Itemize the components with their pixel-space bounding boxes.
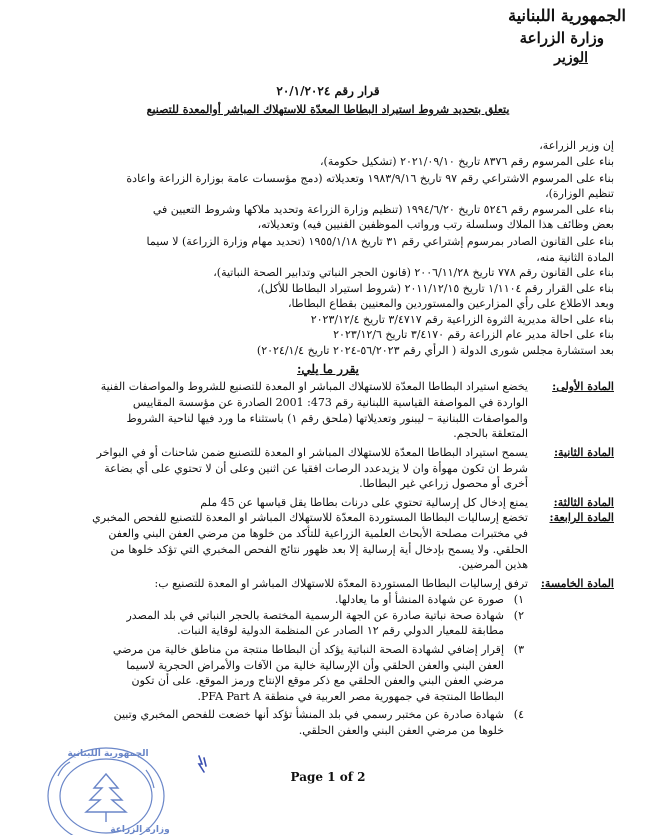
preamble-line: بناء على القانون الصادر بمرسوم إشتراعي رقم ٣١ تاريخ ١٩٥٥/١/١٨ (تحديد مهام وزارة الزراعة) لا سيما [146, 235, 614, 248]
list-item-number: ١) [513, 593, 524, 606]
article-label: المادة الرابعة: [549, 511, 614, 524]
article-line: الحلقي. ولا يسمح بإدخال أية إرسالية إلا بعد ظهور نتائج الفحص المخبري التي تؤكد خلوها من [110, 543, 528, 556]
article-line: يسمح استيراد البطاطا المعدّة للاستهلاك المباشر او المعدة للتصنيع ضمن شاحنات أو في البواخر [96, 446, 528, 459]
preamble-line: إن وزير الزراعة، [539, 139, 614, 152]
preamble-line: تنظيم الوزارة)، [545, 187, 614, 200]
stamp-top-text: الجمهورية اللبنانية [67, 749, 149, 759]
preamble-line: بناء على المرسوم رقم ٥٢٤٦ تاريخ ١٩٩٤/٦/٢٠ (تنظيم وزارة الزراعة وتحديد ملاكها وشروط التعيين في [152, 203, 614, 216]
list-item-line: البطاطا المنتجة في جمهورية مصر العربية في منطقة PFA Part A. [197, 690, 504, 703]
article-line: ترفق إرساليات البطاطا المستوردة المعدّة للاستهلاك المباشر او المعدة للتصنيع ب: [154, 577, 528, 590]
preamble-line: بعض وظائف هذا الملاك وسلسلة رتب ورواتب الموظفين الفنيين فيه) وتعديلاته، [257, 218, 614, 231]
list-item-line: شهادة صادرة عن مختبر رسمي في بلد المنشأ تؤكد أنها خضعت للفحص المخبري وتبين [113, 708, 504, 721]
list-item-line: إقرار إضافي لشهادة الصحة النباتية يؤكد أن البطاطا منتجة من مناطق خالية من مرضي [112, 643, 504, 656]
decides-heading: يقرر ما يلي: [296, 362, 359, 376]
decision-number: قرار رقم ٢٠/١/٢٠٢٤ [276, 84, 380, 98]
preamble-line: بناء على القرار رقم ١/١١٠٤ تاريخ ٢٠١١/١٢/١٥ (شروط استيراد البطاطا للأكل)، [257, 282, 614, 295]
list-item-number: ٢) [513, 609, 524, 622]
article-line: هذين المرضين. [458, 558, 528, 571]
page-number: Page 1 of 2 [290, 770, 366, 784]
preamble-line: بناء على المرسوم الاشتراعي رقم ٩٧ تاريخ ١٩٨٣/٩/١٦ وتعديلاته (دمج مؤسسات عامة بوزارة الزراعة واعادة [126, 172, 614, 185]
article-line: الواردة في المواصفة القياسية اللبنانية رقم 473: 2001 الصادرة عن مؤسسة المقاييس [132, 396, 528, 409]
article-line: يمنع إدخال كل إرسالية تحتوي على درنات بطاطا يقل قياسها عن 45 ملم [200, 496, 528, 509]
article-label: المادة الثالثة: [553, 496, 614, 509]
article-label: المادة الثانية: [553, 446, 614, 459]
article-line: شرط ان تكون مهوأة وان لا يزيدعدد الرصات افقيا عن اثنين وعلى أن لا تحتوي على أي بضاعة [104, 462, 528, 475]
list-item-line: مرضي العفن البني والعفن الحلقي مع ذكر موقع الإنتاج ورمز الموقع. على أن تكون [131, 674, 504, 687]
list-item-line: صورة عن شهادة المنشأ أو ما يعادلها. [334, 593, 504, 606]
stamp-arc-mark [58, 762, 70, 776]
cedar-tree-icon [86, 774, 126, 822]
article-line: أخرى أو محصول زراعي غير البطاطا. [359, 477, 528, 490]
preamble-line: بناء على المرسوم رقم ٨٣٧٦ تاريخ ٢٠٢١/٠٩/١٠ (تشكيل حكومة)، [320, 155, 614, 168]
article-line: في مختبرات مصلحة الأبحاث العلمية الزراعية للتأكد من خلوها من مرضي العفن البني والعفن [108, 527, 528, 540]
preamble-line: بناء على احالة مدير عام الزراعة رقم ٣/٤١٧٠ تاريخ ٢٠٢٣/١٢/٦ [333, 328, 614, 341]
letterhead-office: الوزير [554, 50, 588, 66]
preamble-line: المادة الثانية منه، [536, 251, 614, 264]
list-item-number: ٤) [513, 708, 524, 721]
preamble-line: بناء على احالة مديرية الثروة الزراعية رقم ٣/٤٧١٧ تاريخ ٢٠٢٣/١٢/٤ [310, 313, 614, 326]
stamp-bottom-text: وزارة الزراعة [110, 825, 170, 835]
list-item-line: مطابقة للمعيار الدولي رقم ١٢ الصادر عن المنظمة الدولية لوقاية النبات. [177, 624, 504, 637]
article-line: والمواصفات اللبنانية – ليبنور وتعديلاتها (ملحق رقم ١) باستثناء ما ورد فيها لناحية الشروط [126, 412, 528, 425]
letterhead-country: الجمهورية اللبنانية [508, 6, 626, 25]
list-item-number: ٣) [513, 643, 524, 656]
decision-subject: يتعلق بتحديد شروط استيراد البطاطا المعدّة للاستهلاك المباشر أوالمعدة للتصنيع [146, 103, 510, 116]
article-label: المادة الخامسة: [540, 577, 614, 590]
article-line: تخضع إرساليات البطاطا المستوردة المعدّة للاستهلاك المباشر او المعدة للتصنيع للفحص المخبري [92, 511, 528, 524]
article-line: المتعلقة بالحجم. [453, 427, 528, 440]
preamble-line: بعد استشارة مجلس شورى الدولة ( الرأي رقم ٥٦/٢٠٢٣-٢٠٢٤ تاريخ ٢٠٢٤/١/٤) [256, 344, 614, 357]
list-item-line: العفن البني والعفن الحلقي وأن الإرسالية خالية من الآفات والأمراض الحجرية لاسيما [126, 659, 504, 672]
preamble-line: بناء على القانون رقم ٧٧٨ تاريخ ٢٠٠٦/١١/٢٨ (قانون الحجر النباتي وتدابير الصحة النباتية)، [213, 266, 614, 279]
ministry-stamp-seal [28, 736, 178, 835]
list-item-line: شهادة صحة نباتية صادرة عن الجهة الرسمية المختصة بالحجر النباتي في بلد المصدر [126, 609, 504, 622]
letterhead-ministry: وزارة الزراعة [519, 29, 604, 47]
article-label: المادة الأولى: [552, 380, 614, 393]
handwritten-signature [196, 752, 210, 776]
list-item-line: خلوها من مرضي العفن البني والعفن الحلقي. [298, 724, 504, 737]
article-line: يخضع استيراد البطاطا المعدّة للاستهلاك المباشر او المعدة للتصنيع للشروط والمواصفات الفنية [100, 380, 528, 393]
preamble-line: وبعد الاطلاع على رأي المزارعين والمستوردين والمعنيين بقطاع البطاطا، [287, 297, 614, 310]
